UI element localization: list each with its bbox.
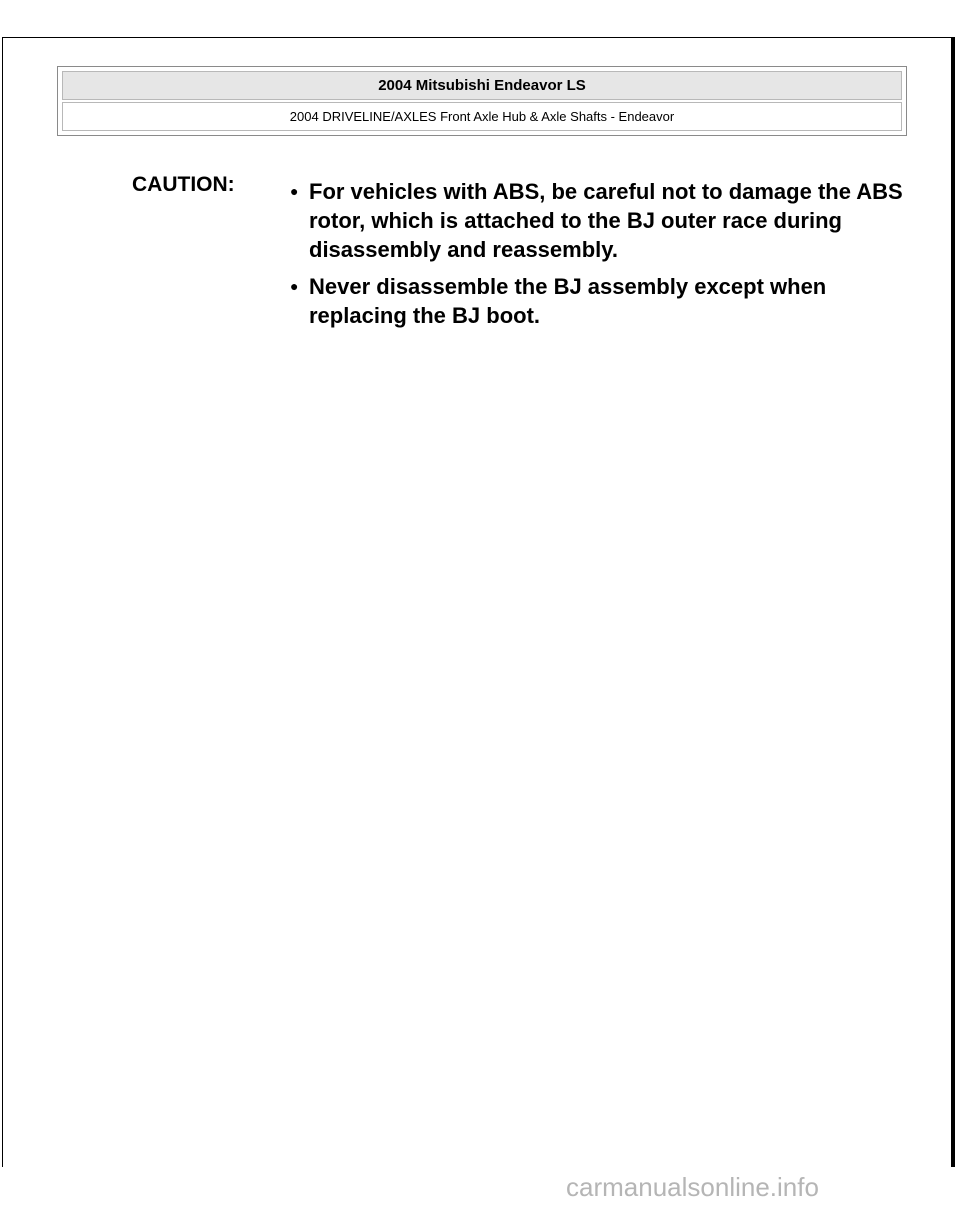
page-frame-top [2, 37, 952, 38]
page-frame-left [2, 37, 3, 1167]
bullet-icon: ● [290, 183, 299, 199]
document-title: 2004 Mitsubishi Endeavor LS [62, 71, 902, 100]
page-frame-right [951, 37, 955, 1167]
document-header [57, 66, 907, 136]
caution-item-text: Never disassemble the BJ assembly except when replacing the BJ boot. [309, 274, 827, 328]
caution-item-text: For vehicles with ABS, be careful not to damage the ABS rotor, which is attached to the BJ outer race during disassembly and reassembly. [309, 179, 903, 262]
bullet-icon: ● [290, 278, 299, 294]
watermark: carmanualsonline.info [566, 1172, 819, 1202]
caution-list [288, 177, 908, 338]
caution-item [288, 272, 908, 330]
caution-item [288, 177, 908, 264]
document-subtitle: 2004 DRIVELINE/AXLES Front Axle Hub & Axle Shafts - Endeavor [62, 102, 902, 131]
caution-label: CAUTION: [132, 173, 235, 196]
